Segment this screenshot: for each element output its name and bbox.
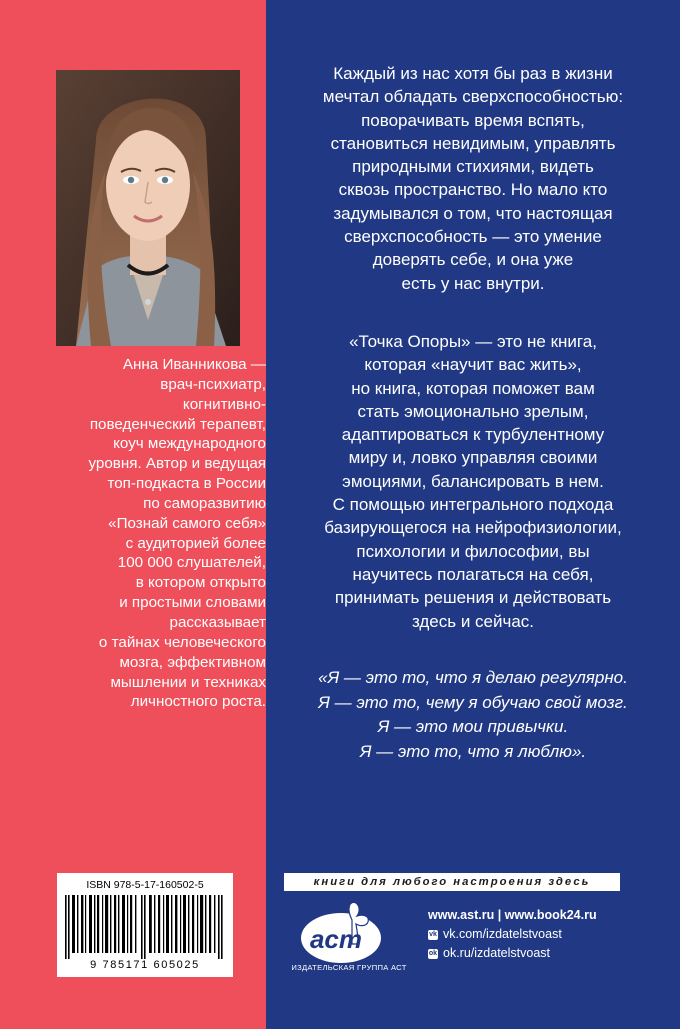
bio-line: поведенческий терапевт, [89,415,266,433]
logo-text: аст [309,924,363,954]
author-photo [56,70,240,346]
bio-line: «Познай самого себя» [108,514,266,532]
description-line: принимать решения и действовать [334,588,612,608]
description-line: стать эмоционально зрелым, [357,401,589,421]
description-line: мечтал обладать сверхспособностью: [322,87,624,107]
bio-line: мышлении и техниках [110,673,266,691]
description-line: есть у нас внутри. [401,273,545,293]
barcode-bars [63,895,227,959]
description-line: адаптироваться к турбулентному [341,425,605,445]
vk-icon: vk [429,930,437,938]
bio-line: мозга, эффективном [119,653,266,671]
description-line: Каждый из нас хотя бы раз в жизни [333,64,613,83]
bio-line: личностного роста. [130,693,266,711]
bio-line: 100 000 слушателей, [117,554,266,572]
description-paragraph-1 [266,62,680,295]
bio-line: Анна Иванникова — [122,356,266,373]
author-bio [30,355,266,712]
bio-line: когнитивно- [182,395,266,413]
bio-line: в котором открыто [135,574,266,592]
tagline-banner: книги для любого настроения здесь [284,873,620,891]
description-line: сверхспособность — это умение [344,227,602,247]
description-line: поворачивать время вспять, [361,110,585,130]
quote-line: Я — это то, чему я обучаю свой мозг. [318,692,628,712]
bio-line: о тайнах человеческого [98,633,266,651]
ok-link-text: ok.ru/izdatelstvoast [443,946,550,960]
vk-link[interactable] [428,925,628,944]
description-line: здесь и сейчас. [411,611,535,631]
description-line: задумывался о том, что настоящая [333,203,613,223]
description-line: эмоциями, балансировать в нем. [342,471,604,491]
barcode-digits: 9 785171 605025 [90,959,200,971]
description-line: «Точка Опоры» — это не книга, [349,332,597,351]
bio-line: рассказывает [169,613,266,631]
bio-line: топ-подкаста в России [107,475,266,493]
quote-line: Я — это то, что я люблю». [359,742,587,762]
bio-line: с аудиторией более [125,534,266,552]
publisher-name: ИЗДАТЕЛЬСКАЯ ГРУППА АСТ [291,963,407,972]
description-line: миру и, ловко управляя своими [348,448,598,468]
description-line: становиться невидимым, управлять [330,133,616,153]
barcode [57,873,233,977]
description-line: научитесь полагаться на себя, [352,564,594,584]
website-links[interactable] [428,906,628,925]
ok-icon: ok [428,949,438,957]
bio-line: и простыми словами [119,594,266,612]
description-line: базирующегося на нейрофизиологии, [324,518,622,538]
description-line: которая «научит вас жить», [364,355,582,375]
vk-link-text: vk.com/izdatelstvoast [443,927,562,941]
website-links-text: www.ast.ru | www.book24.ru [428,908,597,922]
bio-line: по саморазвитию [143,494,266,512]
author-quote [266,666,680,765]
quote-line: Я — это мои привычки. [377,717,569,737]
publisher-links [428,906,628,963]
description-line: природными стихиями, видеть [352,157,594,177]
description-line: сквозь пространство. Но мало кто [338,180,608,200]
ast-logo-icon [300,898,382,964]
isbn-text: ISBN 978-5-17-160502-5 [86,879,204,891]
description-paragraph-2 [266,330,680,633]
ok-link[interactable] [428,944,628,963]
description-line: доверять себе, и она уже [372,250,574,270]
bio-line: уровня. Автор и ведущая [88,455,266,473]
bio-line: коуч международного [113,435,266,453]
description-line: С помощью интегрального подхода [332,495,614,515]
quote-line: «Я — это то, что я делаю регулярно. [318,668,628,687]
description-line: но книга, которая поможет вам [351,378,595,398]
description-line: психологии и философии, вы [356,541,590,561]
bio-line: врач-психиатр, [160,375,266,393]
